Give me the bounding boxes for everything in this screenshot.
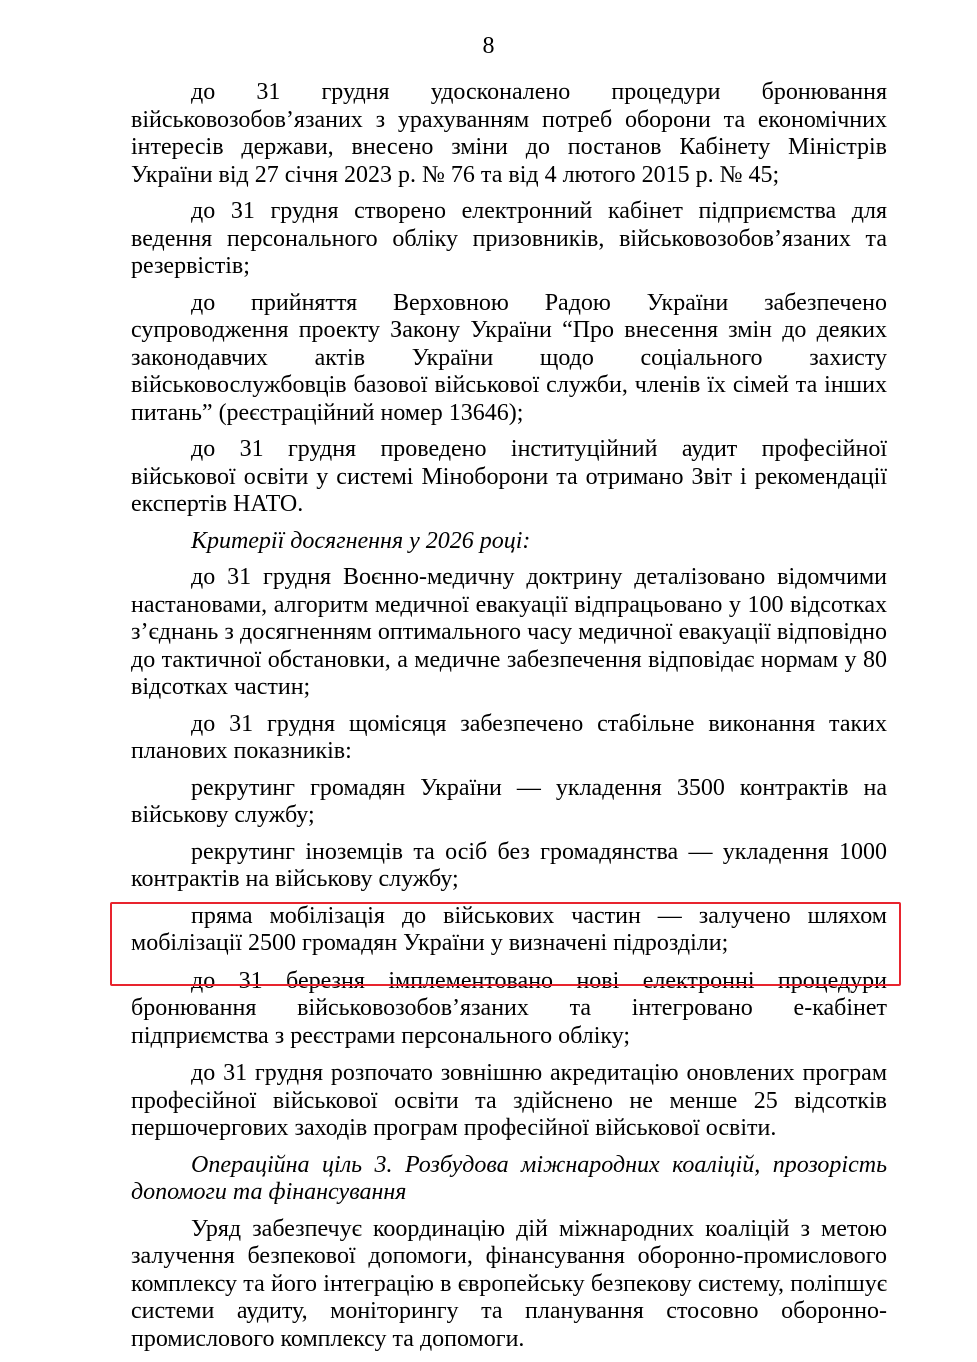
paragraph-medical-doctrine: до 31 грудня Воєнно-медичну доктрину деталізовано відомчими настановами, алгоритм медичної евакуації відпрацьовано у 100 відсотках з’єднань з досягненням оптимального часу медичної евакуації відповідно до тактичної обстановки, а медичне забезпечення відповідає нормам у 80 відсотках частин; <box>131 564 887 700</box>
document-body <box>131 79 887 1362</box>
paragraph-direct-mobilization: пряма мобілізація до військових частин — залучено шляхом мобілізації 2500 громадян України у визначені підрозділи; <box>131 902 887 956</box>
page-number: 8 <box>482 33 495 59</box>
paragraph-recruiting-foreigners: рекрутинг іноземців та осіб без громадянства — укладення 1000 контрактів на військову службу; <box>131 838 887 892</box>
section-heading-criteria-2026: Критерії досягнення у 2026 році: <box>191 527 531 554</box>
paragraph-institutional-audit: до 31 грудня проведено інституційний аудит професійної військової освіти у системі Міноборони та отримано Звіт і рекомендації експертів НАТО. <box>131 436 887 517</box>
paragraph-accreditation: до 31 грудня розпочато зовнішню акредитацію оновлених програм професійної військової освіти та здійснено не менше 25 відсотків першочергових заходів програм професійної військової освіти. <box>131 1060 887 1141</box>
paragraph-reservation-procedures: до 31 грудня удосконалено процедури бронювання військовозобов’язаних з урахуванням потреб оборони та економічних інтересів держави, внесено зміни до постанов Кабінету Міністрів України від 27 січня 2023 р. № 76 та від 4 лютого 2015 р. № 45; <box>131 79 887 188</box>
paragraph-monthly-indicators: до 31 грудня щомісяця забезпечено стабільне виконання таких планових показників: <box>131 710 887 764</box>
paragraph-highlighted-ecabinet: до 31 березня імплементовано нові електронні процедури бронювання військовозобов’язаних та інтегровано е-кабінет підприємства з реєстрами персонального обліку; <box>131 967 887 1049</box>
paragraph-electronic-cabinet: до 31 грудня створено електронний кабінет підприємства для ведення персонального обліку призовників, військовозобов’язаних та резервістів; <box>131 198 887 279</box>
paragraph-government-coordination: Уряд забезпечує координацію дій міжнародних коаліцій з метою залучення безпекової допомоги, фінансування оборонно-промислового комплексу та його інтеграцію в європейську безпекову систему, поліпшує системи аудиту, моніторингу та планування стосовно оборонно-промислового комплексу та допомоги. <box>131 1215 887 1352</box>
paragraph-recruiting-citizens: рекрутинг громадян України — укладення 3500 контрактів на військову службу; <box>131 774 887 828</box>
section-heading-operational-goal-3: Операційна ціль 3. Розбудова міжнародних коаліцій, прозорість допомоги та фінансування <box>131 1151 887 1205</box>
paragraph-law-support: до прийняття Верховною Радою України забезпечено супроводження проекту Закону України “Про внесення змін до деяких законодавчих актів України щодо соціального захисту військовослужбовців базової військової служби, членів їх сімей та інших питань” (реєстраційний номер 13646); <box>131 289 887 426</box>
